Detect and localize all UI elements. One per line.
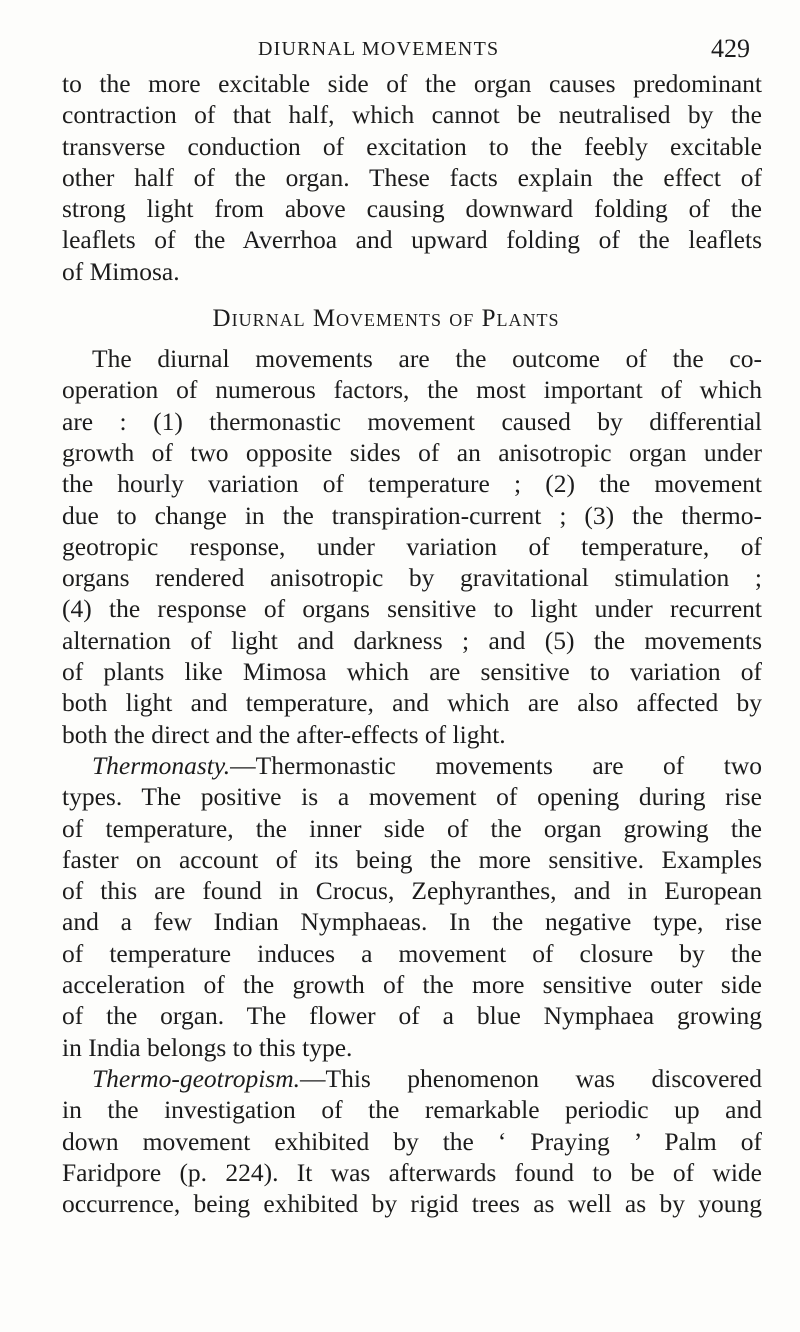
text-line: other half of the organ. These facts explain the effect of xyxy=(62,162,762,192)
text-line: of temperature induces a movement of closure by the xyxy=(62,938,762,968)
text-line: down movement exhibited by the ‘ Praying ’ Palm of xyxy=(62,1126,762,1156)
text-line: due to change in the transpiration-current ; (3) the thermo- xyxy=(62,500,762,530)
term-thermo-geotropism: Thermo-geotropism. xyxy=(92,1063,301,1093)
text-line: of this are found in Crocus, Zephyranthes, and in European xyxy=(62,876,762,906)
term-thermonasty: Thermonasty. xyxy=(92,750,231,780)
text-line: (4) the response of organs sensitive to light under recurrent xyxy=(62,594,762,624)
text-line: leaflets of the Averrhoa and upward folding of the leaflets xyxy=(62,225,762,255)
text-line: contraction of that half, which cannot be neutralised by the xyxy=(62,100,762,130)
text-line: of Mimosa. xyxy=(62,256,180,286)
text-line: geotropic response, under variation of temperature, of xyxy=(62,531,762,561)
text-line: in the investigation of the remarkable periodic up and xyxy=(62,1095,762,1125)
paragraph-diurnal-factors xyxy=(62,343,762,750)
text-run: —This phenomenon was discovered xyxy=(300,1063,762,1093)
text-line xyxy=(62,1063,762,1094)
paragraph-thermo-geotropism xyxy=(62,1063,762,1219)
text-line: transverse conduction of excitation to the feebly excitable xyxy=(62,131,762,161)
running-header xyxy=(62,34,762,68)
text-line: of temperature, the inner side of the organ growing the xyxy=(62,813,762,843)
text-line: The diurnal movements are the outcome of the co- xyxy=(92,344,762,374)
text-line: both light and temperature, and which are also affected by xyxy=(62,688,762,718)
text-line: faster on account of its being the more sensitive. Examples xyxy=(62,844,762,874)
text-line: the hourly variation of temperature ; (2) the movement xyxy=(62,469,762,499)
text-line: acceleration of the growth of the more sensitive outer side xyxy=(62,970,762,1000)
text-line: are : (1) thermonastic movement caused by differential xyxy=(62,406,762,436)
text-line: and a few Indian Nymphaeas. In the negative type, rise xyxy=(62,907,762,937)
text-line: of plants like Mimosa which are sensitive to variation of xyxy=(62,657,762,687)
body-text xyxy=(62,68,762,1219)
text-line: strong light from above causing downward folding of the xyxy=(62,194,762,224)
text-line xyxy=(62,750,762,781)
text-run: —Thermonastic movements are of two xyxy=(230,750,762,780)
text-line: Faridpore (p. 224). It was afterwards found to be of wide xyxy=(62,1157,762,1187)
text-line: of the organ. The flower of a blue Nymphaea growing xyxy=(62,1001,762,1031)
paragraph-thermonasty xyxy=(62,750,762,1063)
section-heading: Diurnal Movements of Plants xyxy=(212,305,560,333)
page-number: 429 xyxy=(711,34,750,63)
paragraph-continuation xyxy=(62,68,762,287)
text-line: growth of two opposite sides of an anisotropic organ under xyxy=(62,437,762,467)
text-line: in India belongs to this type. xyxy=(62,1032,353,1062)
text-line: alternation of light and darkness ; and (5) the movements xyxy=(62,625,762,655)
text-line: both the direct and the after-effects of light. xyxy=(62,719,506,749)
text-line: organs rendered anisotropic by gravitational stimulation ; xyxy=(62,563,762,593)
text-line: operation of numerous factors, the most important of which xyxy=(62,375,762,405)
text-line: occurrence, being exhibited by rigid trees as well as by young xyxy=(62,1189,762,1219)
text-line: types. The positive is a movement of opening during rise xyxy=(62,782,762,812)
running-header-title: DIURNAL MOVEMENTS xyxy=(258,38,500,60)
text-line: to the more excitable side of the organ causes predominant xyxy=(62,69,762,98)
